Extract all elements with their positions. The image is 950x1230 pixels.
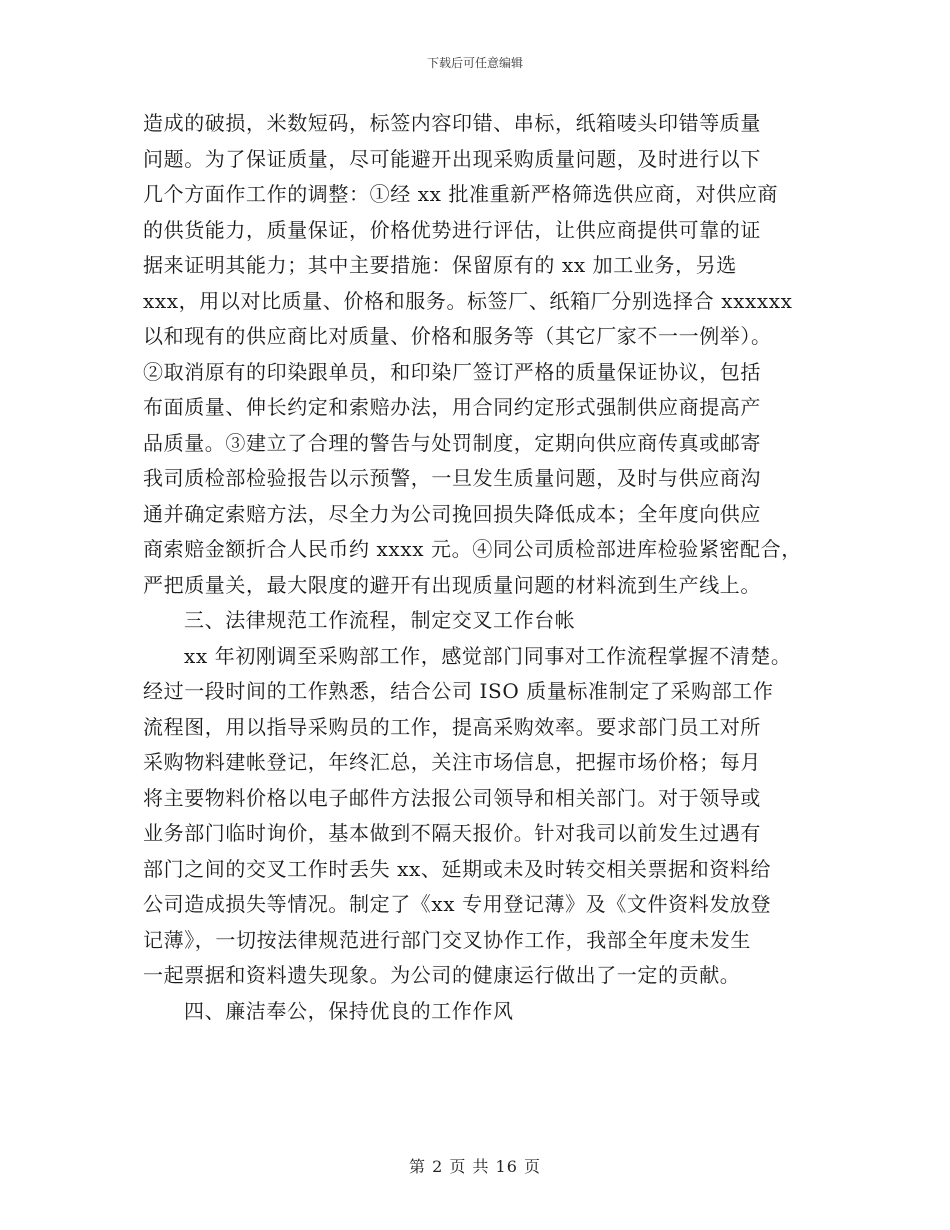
paragraph-line: 严把质量关，最大限度的避开有出现质量问题的材料流到生产线上。 (143, 572, 761, 597)
paragraph-line: 公司造成损失等情况。制定了《xx 专用登记薄》及《文件资料发放登 (143, 892, 772, 916)
paragraph-line: 经过一段时间的工作熟悉，结合公司 ISO 质量标准制定了采购部工作 (143, 679, 774, 703)
paragraph-line: xxx，用以对比质量、价格和服务。标签厂、纸箱厂分别选择合 xxxxxx (143, 288, 793, 313)
paragraph-line: 据来证明其能力；其中主要措施：保留原有的 xx 加工业务，另选 (143, 253, 737, 277)
paragraph-line: 将主要物料价格以电子邮件方法报公司领导和相关部门。对于领导或 (143, 785, 761, 810)
paragraph-line: 部门之间的交叉工作时丢失 xx、延期或未及时转交相关票据和资料给 (143, 856, 772, 881)
paragraph-line-indented: 四、廉洁奉公，保持优良的工作作风 (184, 998, 514, 1023)
paragraph-line: 通并确定索赔方法，尽全力为公司挽回损失降低成本；全年度向供应 (143, 501, 761, 526)
paragraph-line: 我司质检部检验报告以示预警，一旦发生质量问题，及时与供应商沟 (143, 466, 761, 490)
paragraph-line: 问题。为了保证质量，尽可能避开出现采购质量问题，及时进行以下 (143, 146, 761, 171)
page-number: 第 2 页 共 16 页 (409, 1157, 541, 1176)
paragraph-line: 造成的破损，米数短码，标签内容印错、串标，纸箱唛头印错等质量 (143, 111, 761, 135)
paragraph-line: 流程图，用以指导采购员的工作，提高采购效率。要求部门员工对所 (143, 714, 761, 739)
paragraph-line: 记薄》，一切按法律规范进行部门交叉协作工作，我部全年度未发生 (143, 927, 751, 952)
paragraph-line: 一起票据和资料遗失现象。为公司的健康运行做出了一定的贡献。 (143, 963, 741, 987)
paragraph-line: ②取消原有的印染跟单员，和印染厂签订严格的质量保证协议，包括 (143, 359, 761, 384)
paragraph-line: 以和现有的供应商比对质量、价格和服务等（其它厂家不一一例举）。 (143, 324, 772, 348)
document-body (143, 106, 813, 1029)
page-header: 下载后可任意编辑 (426, 56, 523, 70)
paragraph-line: 布面质量、伸长约定和索赔办法，用合同约定形式强制供应商提高产 (143, 395, 761, 419)
paragraph-line: 业务部门临时询价，基本做到不隔天报价。针对我司以前发生过遇有 (143, 821, 761, 845)
paragraph-line: 的供货能力，质量保证，价格优势进行评估，让供应商提供可靠的证 (143, 217, 761, 242)
paragraph-line-indented: xx 年初刚调至采购部工作，感觉部门同事对工作流程掌握不清楚。 (184, 643, 792, 668)
paragraph-line: 几个方面作工作的调整：①经 xx 批准重新严格筛选供应商，对供应商 (143, 182, 779, 206)
paragraph-line: 品质量。③建立了合理的警告与处罚制度，定期向供应商传真或邮寄 (143, 430, 761, 455)
paragraph-line: 商索赔金额折合人民币约 xxxx 元。④同公司质检部进库检验紧密配合， (143, 537, 802, 561)
paragraph-line: 采购物料建帐登记，年终汇总，关注市场信息，把握市场价格；每月 (143, 750, 761, 774)
paragraph-line-indented: 三、法律规范工作流程，制定交叉工作台帐 (184, 608, 576, 632)
